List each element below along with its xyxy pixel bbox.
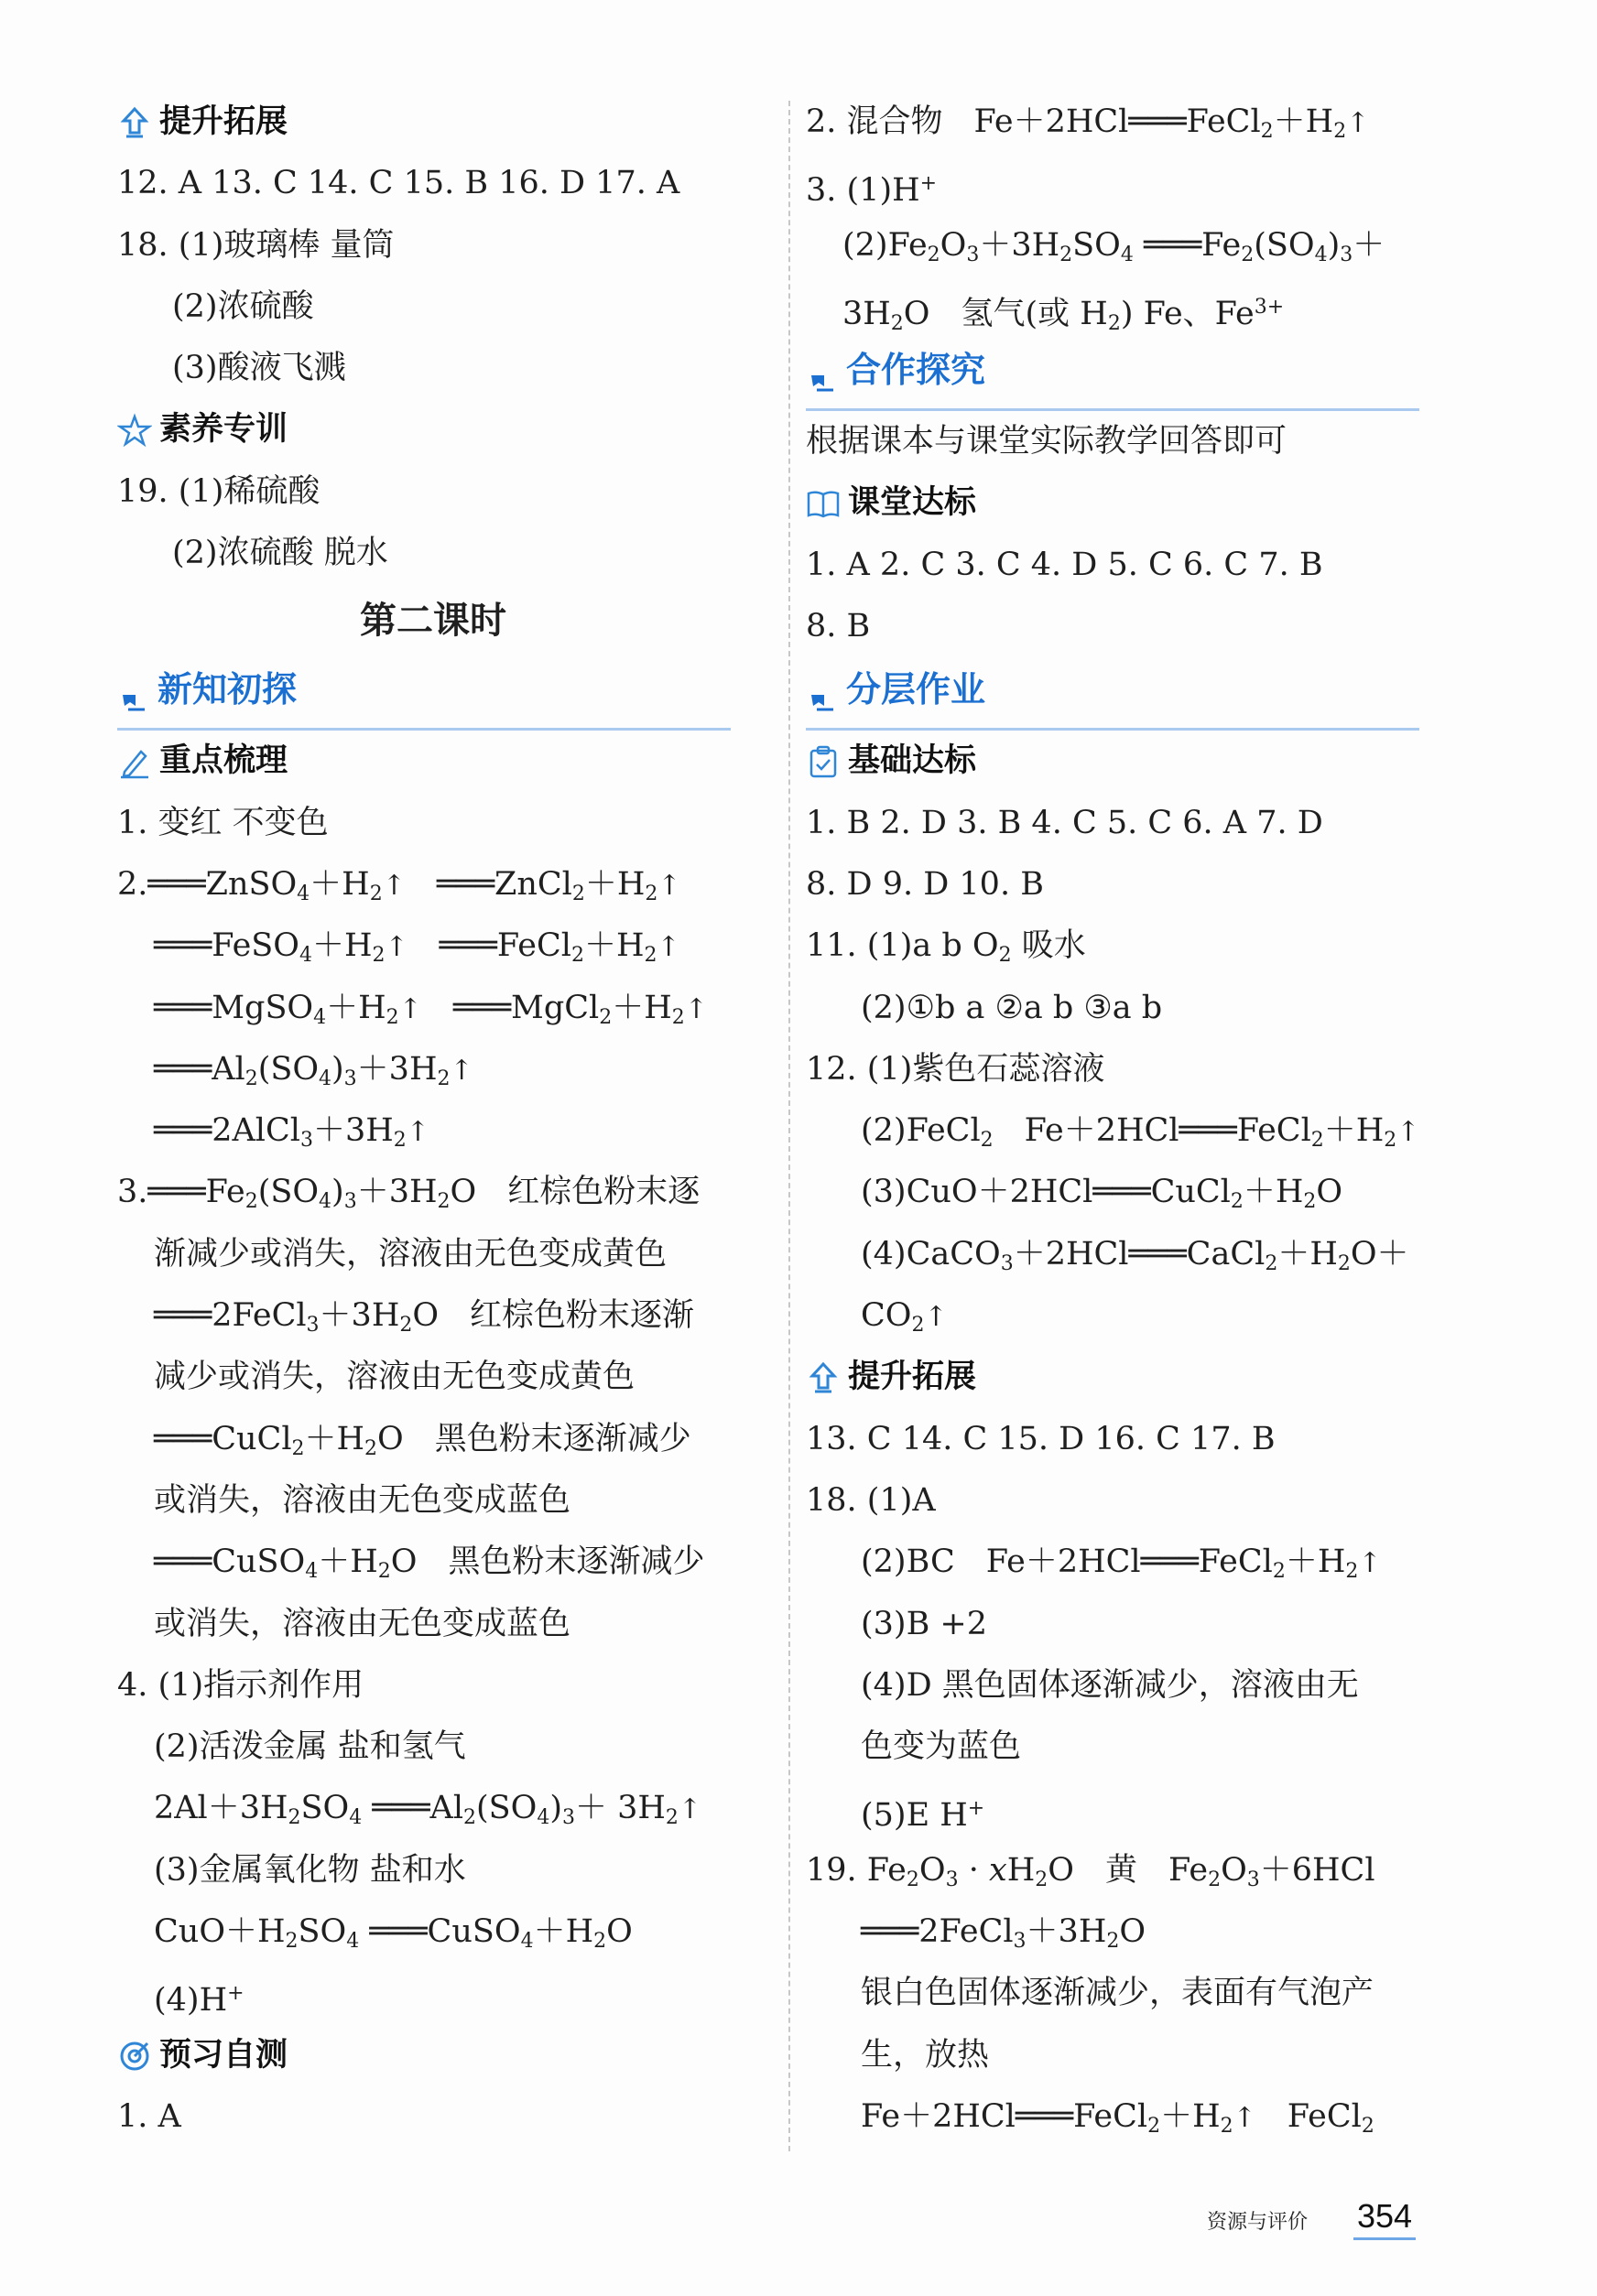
equation-line: $3H_2O$ 氢气(或 $H_2$) Fe、$Fe^{3+}$: [842, 295, 1285, 335]
description: 黑色粉末逐渐减少: [434, 1420, 691, 1457]
equation-line: $═══CuSO_4+H_2O$ 黑色粉末逐渐减少: [154, 1543, 705, 1584]
lesson-title: 第二课时: [360, 600, 506, 643]
answer-line: 8. B: [806, 608, 871, 645]
answer-text: 3. (1)H: [806, 172, 920, 210]
footer-label: 资源与评价: [1207, 2211, 1309, 2234]
answer-text: 11. (1)a b O: [806, 927, 999, 965]
equation-line: $CO_2↑$: [861, 1297, 948, 1338]
section-heading-jichu: [806, 731, 1465, 792]
answer-text: 吸水: [1011, 927, 1086, 965]
answer-line: 12. (1)紫色石蕊溶液: [806, 1050, 1105, 1088]
open-book-icon: [806, 486, 841, 521]
answer-text: (4)H: [154, 1982, 228, 2020]
answer-text: 氢气(或 H: [961, 295, 1108, 332]
answer-line: 3. (1)H+: [806, 172, 938, 210]
equation-line: $═══CuCl_2+H_2O$ 黑色粉末逐渐减少: [154, 1420, 691, 1460]
equation-line: $═══MgSO_4+H_2↑$ $═══MgCl_2+H_2↑$: [154, 989, 708, 1029]
answer-line: 渐减少或消失，溶液由无色变成黄色: [154, 1235, 668, 1273]
section-heading-tisheng: [117, 92, 749, 153]
equation-line: $═══2FeCl_3+3H_2O$ 红棕色粉末逐渐: [154, 1297, 695, 1338]
answer-line: 或消失，溶液由无色变成蓝色: [154, 1605, 571, 1642]
bookmark-icon: [117, 689, 150, 722]
section-heading-label: 素养专训: [159, 411, 288, 449]
answer-line: 4. (1)指示剂作用: [117, 1666, 364, 1704]
answer-text: 2. 混合物: [806, 103, 943, 140]
right-column: [806, 92, 1465, 2148]
answer-line: 1. A: [117, 2097, 181, 2135]
answer-line: 或消失，溶液由无色变成蓝色: [154, 1481, 571, 1519]
bookmark-icon: [806, 689, 839, 722]
answer-text: 黄: [1104, 1851, 1137, 1889]
item-number: 3.: [117, 1174, 148, 1211]
section-heading-yuxi: [117, 2025, 749, 2086]
page-number: 354: [1353, 2197, 1416, 2240]
equation-line: 2. 混合物 $Fe+2HCl═══FeCl_2+H_2↑$: [806, 103, 1370, 143]
equation-line: $(4)CaCO_3+2HCl═══CaCl_2+H_2O+$: [861, 1235, 1409, 1275]
clipboard-check-icon: [806, 744, 841, 779]
section-heading-zhongdian: [117, 731, 749, 792]
answer-line: (5)E H+: [861, 1797, 985, 1835]
column-divider: [788, 101, 790, 2151]
equation-line: $═══Al_2(SO_4)_3+3H_2↑$: [154, 1050, 473, 1090]
section-heading-label: 重点梳理: [159, 742, 288, 780]
section-heading-label: 提升拓展: [848, 1359, 977, 1396]
answer-line: 12. A 13. C 14. C 15. B 16. D 17. A: [117, 165, 680, 202]
answer-line: (3)金属氧化物 盐和水: [154, 1851, 466, 1889]
answer-line: 银白色固体逐渐减少，表面有气泡产: [861, 1975, 1374, 2012]
section-banner-hezuo: [806, 338, 1419, 411]
description: 红棕色粉末逐渐: [470, 1297, 695, 1335]
equation-line: $(2)Fe_2O_3+3H_2SO_4$ $═══Fe_2(SO_4)_3+$: [842, 226, 1385, 266]
answer-line: 19. (1)稀硫酸: [117, 472, 320, 510]
description: 红棕色粉末逐: [507, 1174, 701, 1211]
equation-line: (2)FeCl$_2$ $Fe+2HCl═══FeCl_2+H_2↑$: [861, 1112, 1420, 1153]
banner-label: 分层作业: [846, 669, 986, 710]
answer-line: 13. C 14. C 15. D 16. C 17. B: [806, 1420, 1276, 1457]
item-number: 2.: [117, 865, 148, 903]
section-heading-label: 课堂达标: [848, 484, 977, 522]
answer-line: 减少或消失，溶液由无色变成黄色: [154, 1359, 636, 1396]
section-heading-tisheng2: [806, 1347, 1465, 1408]
equation-line: $Fe+2HCl═══FeCl_2+H_2↑$ FeCl$_2$: [861, 2097, 1374, 2138]
banner-label: 合作探究: [846, 350, 986, 391]
description: 黑色粉末逐渐减少: [448, 1543, 705, 1581]
answer-line: 生，放热: [861, 2036, 990, 2074]
answer-line: (3)酸液飞溅: [172, 350, 346, 387]
equation-line: 19. $Fe_2O_3 \cdot xH_2O$ 黄 $Fe_2O_3+6HCl$: [806, 1851, 1375, 1891]
answer-line: 1. B 2. D 3. B 4. C 5. C 6. A 7. D: [806, 804, 1323, 841]
bookmark-icon: [806, 370, 839, 403]
answer-text: ) Fe、Fe: [1120, 295, 1255, 332]
equation-line: $═══FeSO_4+H_2↑$ $═══FeCl_2+H_2↑$: [154, 927, 680, 968]
answer-line: 色变为蓝色: [861, 1728, 1022, 1766]
answer-line: 18. (1)A: [806, 1481, 936, 1519]
section-heading-suyang: [117, 399, 749, 460]
answer-line: (2)活泼金属 盐和氢气: [154, 1728, 466, 1766]
answer-line: (3)B +2: [861, 1605, 988, 1642]
answer-line: 1. 变红 不变色: [117, 804, 329, 841]
pen-icon: [117, 744, 152, 779]
target-icon: [117, 2038, 152, 2073]
star-icon: [117, 413, 152, 448]
section-heading-label: 提升拓展: [159, 103, 288, 140]
answer-line: (4)H+: [154, 1982, 244, 2020]
section-heading-ketang: [806, 472, 1465, 534]
equation-line: $(3)CuO+2HCl═══CuCl_2+H_2O$: [861, 1174, 1343, 1214]
answer-line: (2)①b a ②a b ③a b: [861, 989, 1163, 1026]
answer-line: 18. (1)玻璃棒 量筒: [117, 226, 395, 264]
answer-line: 根据课本与课堂实际教学回答即可: [806, 423, 1287, 460]
answer-line: 11. (1)a b $O_2$ 吸水: [806, 927, 1086, 968]
equation-line: $3.═══Fe_2(SO_4)_3+3H_2O$ 红棕色粉末逐: [117, 1174, 701, 1214]
equation-line: (2)BC $Fe+2HCl═══FeCl_2+H_2↑$: [861, 1543, 1382, 1584]
answer-line: (4)D 黑色固体逐渐减少，溶液由无: [861, 1666, 1359, 1704]
equation-line: $2Al+3H_2SO_4$ $═══Al_2(SO_4)_3+$ $3H_2↑$: [154, 1790, 702, 1830]
left-column: [117, 92, 749, 2148]
up-arrow-icon: [117, 105, 152, 140]
up-arrow-icon: [806, 1360, 841, 1395]
banner-label: 新知初探: [158, 669, 298, 710]
answer-text: (5)E H: [861, 1797, 968, 1835]
answer-line: (2)浓硫酸 脱水: [172, 535, 388, 572]
section-banner-xinzhi: [117, 657, 731, 731]
answer-line: 1. A 2. C 3. C 4. D 5. C 6. C 7. B: [806, 546, 1323, 583]
equation-line: $═══2FeCl_3+3H_2O$: [861, 1913, 1146, 1954]
equation-line: $2.═══ZnSO_4+H_2↑$ $═══ZnCl_2+H_2↑$: [117, 865, 681, 905]
answer-line: (2)浓硫酸: [172, 287, 314, 325]
equation-line: $═══2AlCl_3+3H_2↑$: [154, 1112, 429, 1153]
section-banner-fenceng: [806, 657, 1419, 731]
answer-line: 8. D 9. D 10. B: [806, 865, 1044, 903]
section-heading-label: 预习自测: [159, 2036, 288, 2074]
page-footer: [1207, 2197, 1416, 2240]
section-heading-label: 基础达标: [848, 742, 977, 780]
equation-line: $CuO+H_2SO_4$ $═══CuSO_4+H_2O$: [154, 1913, 633, 1954]
